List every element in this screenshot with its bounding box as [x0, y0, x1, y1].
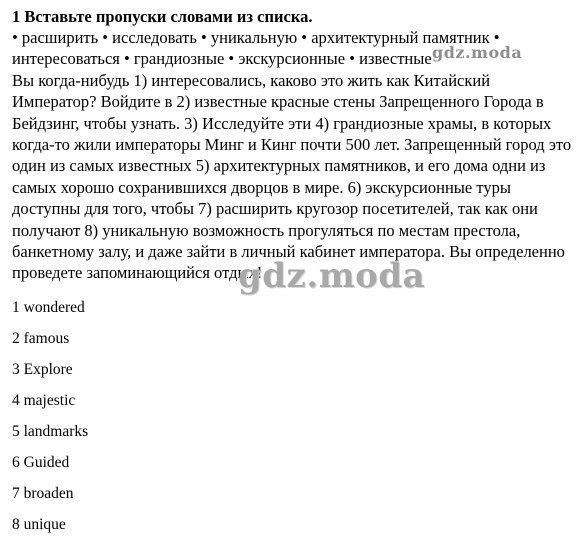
answer-item: 1 wondered	[12, 298, 85, 316]
answer-item: 4 majestic	[12, 391, 76, 409]
passage-text: Вы когда-нибудь 1) интересовались, каково это жить как Китайский Император? Войдите в 2) известные красные стены Запрещенного Города в Бейдзинг, чтобы узнать. 3) Исследуйте эти 4) грандиозные храмы, в которых когда-то жили императоры Минг и Кинг почти 500 лет. Запрещенный город это один из самых известных 5) архитектурных памятников, и его дома одни из самых хорошо сохранившихся дворцов в мире. 6) экскурсионные туры доступны для того, чтобы 7) расширить кругозор посетителей, так как они получают 8) уникальную возможность прогуляться по местам престола, банкетному залу, и даже зайти в личный кабинет императора. Вы определенно проведете запоминающийся отдых!	[12, 70, 572, 283]
answer-item: 3 Explore	[12, 360, 73, 378]
word-list: • расширить • исследовать • уникальную • архитектурный памятник • интересоваться • грандиозные • экскурсионные • известные	[12, 28, 500, 69]
answer-item: 7 broaden	[12, 484, 74, 502]
answer-item: 8 unique	[12, 515, 66, 533]
answer-item: 6 Guided	[12, 453, 70, 471]
exercise-page	[12, 6, 578, 540]
task-title: 1 Вставьте пропуски словами из списка.	[12, 7, 313, 26]
watermark-small: gdz.moda	[432, 43, 523, 62]
watermark-large: gdz.moda	[238, 256, 426, 296]
answer-item: 2 famous	[12, 329, 70, 347]
task-text	[12, 27, 578, 284]
answer-item: 5 landmarks	[12, 422, 89, 440]
answer-list	[12, 292, 578, 540]
